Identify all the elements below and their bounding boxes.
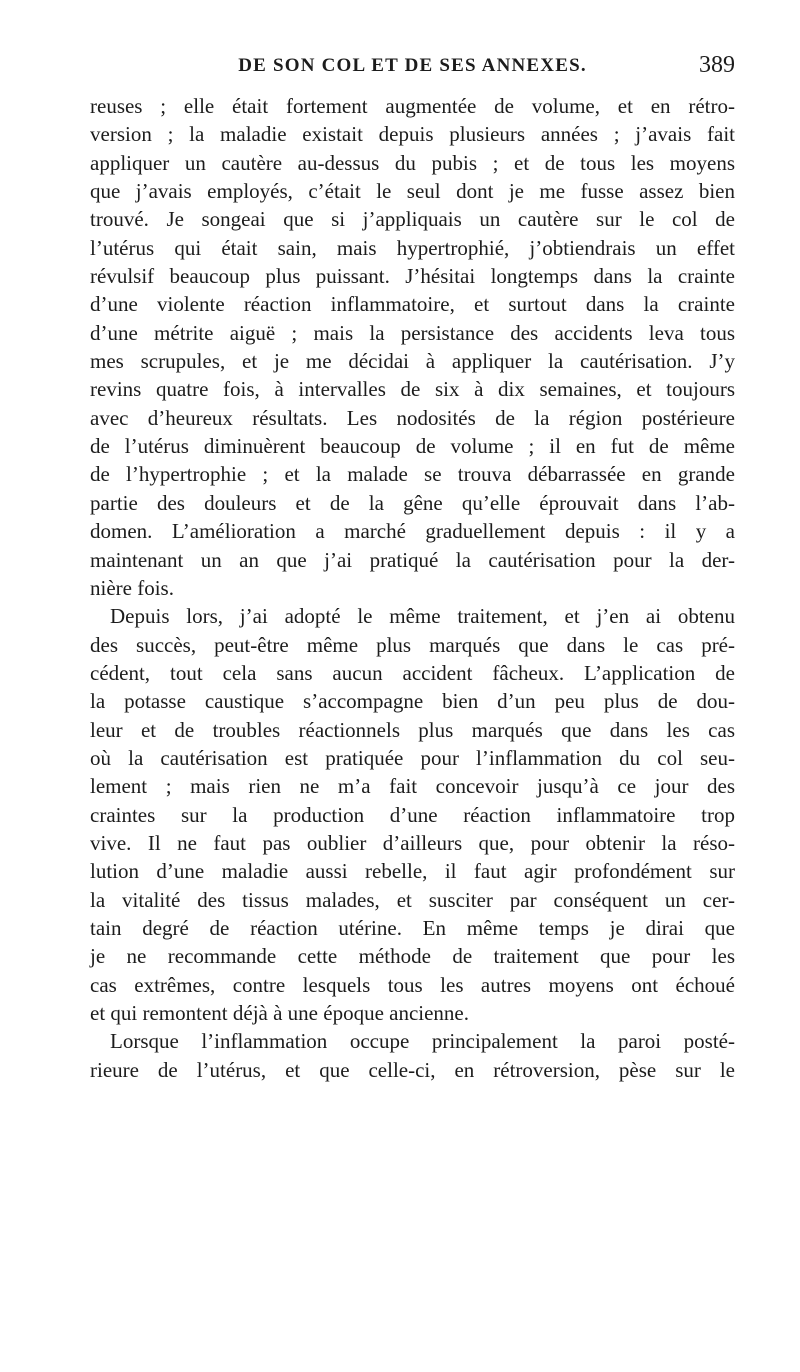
text-line: leur et de troubles réactionnels plus marqués que dans les cas xyxy=(90,717,735,742)
text-line: partie des douleurs et de la gêne qu’elle éprouvait dans l’ab- xyxy=(90,490,735,515)
text-line: de l’utérus diminuèrent beaucoup de volume ; il en fut de même xyxy=(90,434,735,459)
text-line: avec d’heureux résultats. Les nodosités de la région postérieure xyxy=(90,405,735,430)
running-title: DE SON COL ET DE SES ANNEXES. xyxy=(238,55,587,76)
text-line: que j’avais employés, c’était le seul dont je me fusse assez bien xyxy=(90,179,735,204)
text-line: la potasse caustique s’accompagne bien d’un peu plus de dou- xyxy=(90,689,735,714)
text-line: mes scrupules, et je me décidai à appliquer la cautérisation. J’y xyxy=(90,349,735,374)
running-head xyxy=(90,52,735,78)
text-line: et qui remontent déjà à une époque ancienne. xyxy=(90,1001,470,1025)
text-line: rieure de l’utérus, et que celle-ci, en rétroversion, pèse sur le xyxy=(90,1057,735,1082)
text-line: lement ; mais rien ne m’a fait concevoir jusqu’à ce jour des xyxy=(90,774,735,799)
text-line: révulsif beaucoup plus puissant. J’hésitai longtemps dans la crainte xyxy=(90,264,735,289)
paragraph xyxy=(90,1027,735,1084)
text-line: revins quatre fois, à intervalles de six à dix semaines, et toujours xyxy=(90,377,735,402)
text-line: domen. L’amélioration a marché graduellement depuis : il y a xyxy=(90,519,735,544)
text-line: d’une violente réaction inflammatoire, et surtout dans la crainte xyxy=(90,292,735,317)
text-line: craintes sur la production d’une réaction inflammatoire trop xyxy=(90,802,735,827)
text-line: nière fois. xyxy=(90,575,174,600)
text-line: de l’hypertrophie ; et la malade se trouva débarrassée en grande xyxy=(90,462,735,487)
body-text xyxy=(90,92,735,1084)
paragraph xyxy=(90,602,735,1027)
text-line: la vitalité des tissus malades, et susciter par conséquent un cer- xyxy=(90,887,735,912)
text-line: des succès, peut-être même plus marqués que dans le cas pré- xyxy=(90,632,735,657)
text-line: reuses ; elle était fortement augmentée de volume, et en rétro- xyxy=(90,94,735,118)
text-line: Lorsque l’inflammation occupe principalement la paroi posté- xyxy=(110,1029,735,1054)
text-line: version ; la maladie existait depuis plusieurs années ; j’avais fait xyxy=(90,122,735,147)
text-line: l’utérus qui était sain, mais hypertrophié, j’obtiendrais un effet xyxy=(90,235,735,260)
page-number: 389 xyxy=(699,52,735,78)
text-line: je ne recommande cette méthode de traitement que pour les xyxy=(90,944,735,969)
text-line: d’une métrite aiguë ; mais la persistance des accidents leva tous xyxy=(90,320,735,345)
text-line: cédent, tout cela sans aucun accident fâcheux. L’application de xyxy=(90,660,735,685)
text-line: Depuis lors, j’ai adopté le même traitement, et j’en ai obtenu xyxy=(110,604,735,629)
paragraph xyxy=(90,92,735,602)
text-line: vive. Il ne faut pas oublier d’ailleurs que, pour obtenir la réso- xyxy=(90,830,735,855)
text-line: trouvé. Je songeai que si j’appliquais un cautère sur le col de xyxy=(90,207,735,232)
text-line: tain degré de réaction utérine. En même temps je dirai que xyxy=(90,915,735,940)
text-line: maintenant un an que j’ai pratiqué la cautérisation pour la der- xyxy=(90,547,735,572)
text-line: cas extrêmes, contre lesquels tous les autres moyens ont échoué xyxy=(90,972,735,997)
text-line: où la cautérisation est pratiquée pour l’inflammation du col seu- xyxy=(90,745,735,770)
text-line: appliquer un cautère au-dessus du pubis ; et de tous les moyens xyxy=(90,150,735,175)
text-line: lution d’une maladie aussi rebelle, il faut agir profondément sur xyxy=(90,859,735,884)
